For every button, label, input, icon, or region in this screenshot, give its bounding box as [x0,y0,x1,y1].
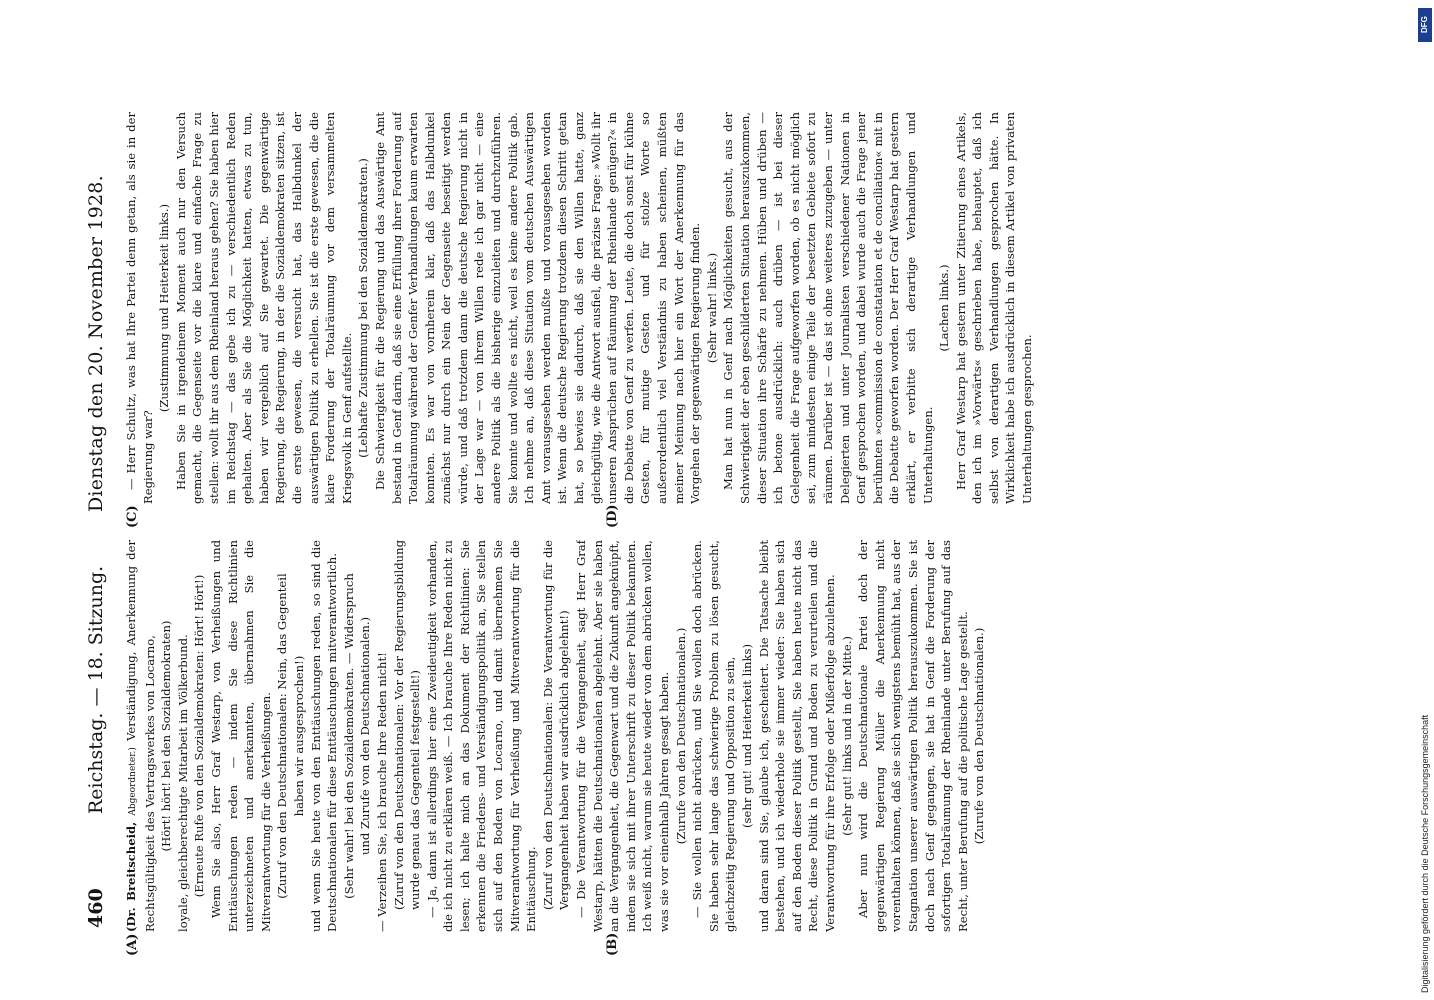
paragraph: Herr Graf Westarp hat gestern unter Zitierung eines Artikels, den ich im »Vorwärts« geschrieben habe, behauptet, daß ich selbst von derartigen Verhandlungen gesprochen hätte. In Wirklichkeit habe ich ausdrücklich in diesem Artikel von privaten Unterhaltungen gesprochen. [953,112,1035,504]
paragraph: — Ja, dann ist allerdings hier eine Zweideutigkeit vorhanden, die ich nicht zu erklären weiß. — Ich brauche Ihre Reden nicht zu lesen; ich halte mich an das Dokument der Richtlinien: Sie erkennen die Friedens- und Verständigungspolitik an, Sie stellen sich auf den Boden von Locarno, und damit übernehmen Sie Mitverantwortung für Verheißung und Mitverantwortung für die Enttäuschung. [424,540,539,932]
paragraph: — Sie wollen nicht abrücken, und Sie wollen doch abrücken. Sie haben sehr lange das schwierige Problem zu lösen gesucht, gleichzeitig Regierung und Opposition zu sein, [690,540,738,932]
margin-letter-d: (D) [605,504,620,528]
paragraph: — Herr Schultz, was hat Ihre Partei denn getan, als sie in der Regierung war? [124,112,155,504]
paragraph: — Die Verantwortung für die Vergangenheit, sagt Herr Graf Westarp, hätten die Deutschnationalen abgelehnt. Aber sie haben an die Vergangenheit, die Gegenwart und die Zukunft angeknüpft, indem sie sich mit ihrer Unterschrift zu dieser Politik bekannten. Ich weiß nicht, warum sie heute wieder von dem abrücken wollen, was sie vor eineinhalb Jahren gesagt haben. [574,540,671,932]
digitization-sidebar [1418,8,1432,993]
paragraph: Man hat nun in Genf nach Möglichkeiten gesucht, aus der Schwierigkeit der eben geschilderten Situation herauszukommen, dieser Situation ihre Schärfe zu nehmen. Hüben und drüben — ich betone ausdrücklich: auch drüben — ist bei dieser Gelegenheit die Frage aufgeworfen worden, ob es nicht möglich sei, zum mindesten einige Teile der besetzten Gebiete sofort zu räumen. Darüber ist — das ist ohne weiteres zuzugeben — unter Delegierten und unter Journalisten verschiedener Nationen in Genf gesprochen worden, und dabei wurde auch die Frage jener berühmten »commission de constatation et de conciliation« mit in die Debatte geworfen worden. Der Herr Graf Westarp hat gestern erklärt, er verbitte sich derartige Verhandlungen und Unterhaltungen. [721,112,935,504]
paragraph: und wenn Sie heute von den Enttäuschungen reden, so sind die Deutschnationalen für diese Enttäuschungen mitverantwortlich. [308,540,340,932]
interjection: (Erneute Rufe von den Sozialdemokraten: Hört! Hört!) [192,574,207,898]
interjection: (Zurufe von den Deutschnationalen.) [972,627,987,845]
paragraph: Die Schwierigkeit für die Regierung und das Auswärtige Amt bestand in Genf darin, daß sie eine Erfüllung ihrer Forderung auf Totalräumung während der Genfer Verhandlungen kaum erwarten konnten. Es war von vornherein klar, daß das Halbdunkel zunächst nur durch ein Nein der Gegenseite beseitigt werden würde, und daß trotzdem dann die deutsche Regierung nicht in der Lage war — von ihrem Willen rede ich gar nicht — eine andere Politik als die bisherige einzuleiten und durchzuführen. Sie konnte und wollte es nicht, weil es keine andere Politik gab. Ich nehme an, daß diese Situation vom deutschen Auswärtigen Amt vorausgesehen werden mußte und vorausgesehen worden ist. Wenn die deutsche Regierung trotzdem diesen Schritt getan hat, so bewies sie dadurch, daß sie den Willen hatte, ganz gleichgültig, wie die Antwort ausfiel, die präzise Frage: »Wollt ihr unseren Ansprüchen auf Räumung der Rheinlande genügen?« in die Debatte von Genf zu werfen. Leute, die doch sonst für kühne Gesten, für mutige Gesten und für stolze Worte so außerordentlich viel Verständnis zu haben scheinen, müßten meiner Meinung nach hier ein Wort der Anerkennung für das Vorgehen der gegenwärtigen Regierung finden. [372,112,703,504]
interjection: (Sehr wahr! bei den Sozialdemokraten. — Widerspruch und Zurufe von den Deutschnationalen.) [341,573,373,899]
left-text-column [123,540,1213,932]
interjection: (Zustimmung und Heiterkeit links.) [157,203,172,413]
page-number: 460 [85,888,107,928]
interjection: (Lachen links.) [937,264,952,352]
interjection: (Zuruf von den Deutschnationalen: Vor der Regierungsbildung wurde genau das Gegenteil festgestellt!) [391,540,423,910]
interjection: (Sehr wahr! links.) [704,252,719,364]
interjection: (Zurufe von den Deutschnationalen.) [673,627,688,845]
interjection: (Hört! hört! bei den Sozialdemokraten) [159,620,174,852]
paragraph: Aber nun wird die Deutschnationale Partei doch der gegenwärtigen Regierung Müller die Anerkennung nicht vorenthalten können, daß sie sich wenigstens bemüht hat, aus der Stagnation unserer auswärtigen Politik herauszukommen. Sie ist doch nach Genf gegangen, sie hat in Genf die Forderung der sofortigen Totalräumung der Rheinlande unter Berufung auf das Recht, unter Berufung auf die politische Lage gestellt. [856,540,970,932]
dfg-logo: DFG [1418,8,1432,42]
right-text-column [123,112,1213,504]
page-title: Reichstag. — 18. Sitzung. [85,565,107,814]
speaker-role: Abgeordneter.) [128,747,138,816]
paragraph: — Verzeihen Sie, ich brauche Ihre Reden nicht! [374,652,389,932]
paragraph: und daran sind Sie, glaube ich, gescheitert. Die Tatsache bleibt bestehen, und ich wiederhole sie immer wieder: Sie haben sich auf den Boden dieser Politik gestellt, Sie haben heute nicht das Recht, diese Politik in Grund und Boden zu verurteilen und die Verantwortung für ihre Erfolge oder Mißerfolge abzulehnen. [756,540,837,932]
page-header [85,97,109,932]
paragraph [123,540,158,932]
paragraph: Wenn Sie also, Herr Graf Westarp, von Verheißungen und Enttäuschungen reden — indem Sie diese Richtlinien unterzeichneten und anerkannten, übernahmen Sie die Mitverantwortung für die Verheißungen. [208,540,273,932]
digitization-note: Digitalisierung gefördert durch die Deutsche Forschungsgemeinschaft [1420,714,1430,993]
margin-letter-a: (A) [125,933,140,956]
interjection: (Zuruf von den Deutschnationalen: Nein, das Gegenteil haben wir ausgesprochen!) [275,573,306,899]
margin-letter-b: (B) [605,932,620,956]
paragraph: Haben Sie in irgendeinem Moment auch nur den Versuch gemacht, die Gegenseite vor die klare und einfache Frage zu stellen: wollt ihr aus dem Rheinland heraus gehen? Sie haben hier im Reichstag — das gebe ich zu — verschiedentlich Reden gehalten. Aber als Sie die Möglichkeit hatten, etwas zu tun, haben wir vergeblich auf Sie gewartet. Die gegenwärtige Regierung, die Regierung, in der die Sozialdemokraten sitzen, ist die erste gewesen, die versucht hat, das Halbdunkel der auswärtigen Politik zu erhellen. Sie ist die erste gewesen, die die klare Forderung der Totalräumung vor dem versammelten Kriegsvolk in Genf aufstellte. [173,112,354,504]
reichstag-protocol-page [85,97,1245,956]
interjection: (Zuruf von den Deutschnationalen: Die Verantwortung für die Vergangenheit haben wir ausdrücklich abgelehnt!) [540,540,572,910]
margin-letter-c: (C) [125,505,140,528]
interjection: (Lebhafte Zustimmung bei den Sozialdemokraten.) [356,158,371,458]
paragraph: loyale, gleichberechtigte Mitarbeit im Völkerbund. [175,634,190,932]
interjection: (sehr gut! und Heiterkeit links) [739,643,754,829]
page-date: Dienstag den 20. November 1928. [85,175,107,512]
interjection: (Sehr gut! links und in der Mitte.) [839,636,854,836]
paragraph-text: Verständigung, Anerkennung der Rechtsgültigkeit des Vertragswerkes von Locarno, [124,540,157,932]
speaker-name: (Dr. Breitscheid, [124,821,138,932]
